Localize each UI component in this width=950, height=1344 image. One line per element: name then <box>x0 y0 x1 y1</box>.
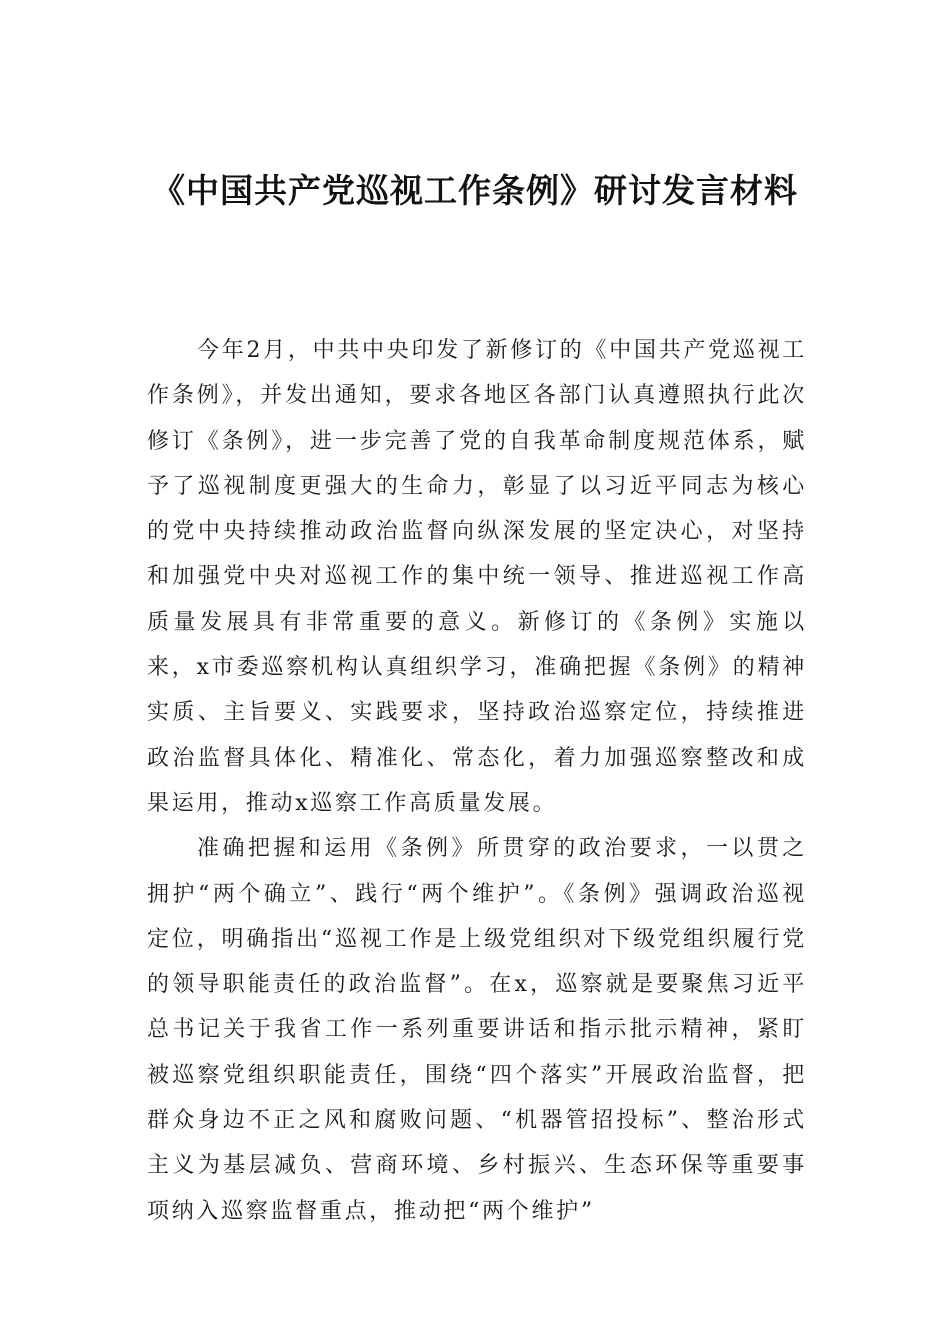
document-title: 《中国共产党巡视工作条例》研讨发言材料 <box>152 171 798 210</box>
paragraph-1: 今年2月，中共中央印发了新修订的《中国共产党巡视工作条例》，并发出通知，要求各地区各部门认真遵照执行此次修订《条例》，进一步完善了党的自我革命制度规范体系，赋予了巡视制度更强大的生命力，彰显了以习近平同志为核心的党中央持续推动政治监督向纵深发展的坚定决心，对坚持和加强党中央对巡视工作的集中统一领导、推进巡视工作高质量发展具有非常重要的意义。新修订的《条例》实施以来，x市委巡察机构认真组织学习，准确把握《条例》的精神实质、主旨要义、实践要求，坚持政治巡察定位，持续推进政治监督具体化、精准化、常态化，着力加强巡察整改和成果运用，推动x巡察工作高质量发展。 <box>147 338 807 816</box>
document-body <box>147 328 807 1234</box>
paragraph-2: 准确把握和运用《条例》所贯穿的政治要求，一以贯之拥护“两个确立”、践行“两个维护”。《条例》强调政治巡视定位，明确指出“巡视工作是上级党组织对下级党组织履行党的领导职能责任的政治监督”。在x，巡察就是要聚焦习近平总书记关于我省工作一系列重要讲话和指示批示精神，紧盯被巡察党组织职能责任，围绕“四个落实”开展政治监督，把群众身边不正之风和腐败问题、“机器管招投标”、整治形式主义为基层减负、营商环境、乡村振兴、生态环保等重要事项纳入巡察监督重点，推动把“两个维护” <box>147 836 807 1224</box>
